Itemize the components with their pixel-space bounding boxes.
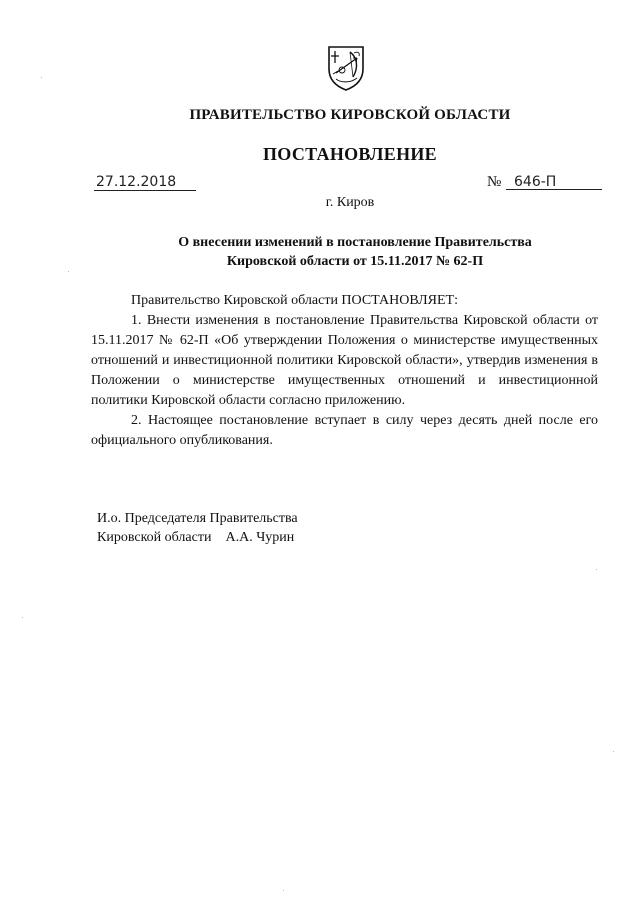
number-label: № <box>487 174 502 190</box>
body-intro: Правительство Кировской области ПОСТАНОВЛЯЕТ: <box>131 293 458 308</box>
document-body <box>91 291 598 451</box>
signature-line-2 <box>97 528 298 547</box>
signatory-name: А.А. Чурин <box>225 530 295 545</box>
organization-title: ПРАВИТЕЛЬСТВО КИРОВСКОЙ ОБЛАСТИ <box>189 107 511 123</box>
document-date: 27.12.2018 <box>94 174 196 191</box>
signature-position-line-2: Кировской области <box>97 530 212 545</box>
document-number: 646-П <box>506 174 602 190</box>
document-type-title: ПОСТАНОВЛЕНИЕ <box>263 144 437 164</box>
subject-line-2: Кировской области от 15.11.2017 № 62-П <box>226 254 484 269</box>
subject-line-1: О внесении изменений в постановление Правительства <box>178 235 532 250</box>
signature-position-line-1: И.о. Председателя Правительства <box>97 511 298 526</box>
kirov-oblast-coat-of-arms-icon <box>326 43 366 91</box>
document-subject <box>130 233 580 271</box>
body-item-2: 2. Настоящее постановление вступает в силу через десять дней после его официального опубликования. <box>91 413 598 448</box>
body-item-1: 1. Внести изменения в постановление Правительства Кировской области от 15.11.2017 № 62-П «Об утверждении Положения о министерстве имущественных отношений и инвестиционной политики Кировской области», утвердив изменения в Положении о министерстве имущественных отношений и инвестиционной политики Кировской области согласно приложению. <box>91 313 598 408</box>
city-line: г. Киров <box>325 195 375 210</box>
signature-block <box>97 509 298 547</box>
